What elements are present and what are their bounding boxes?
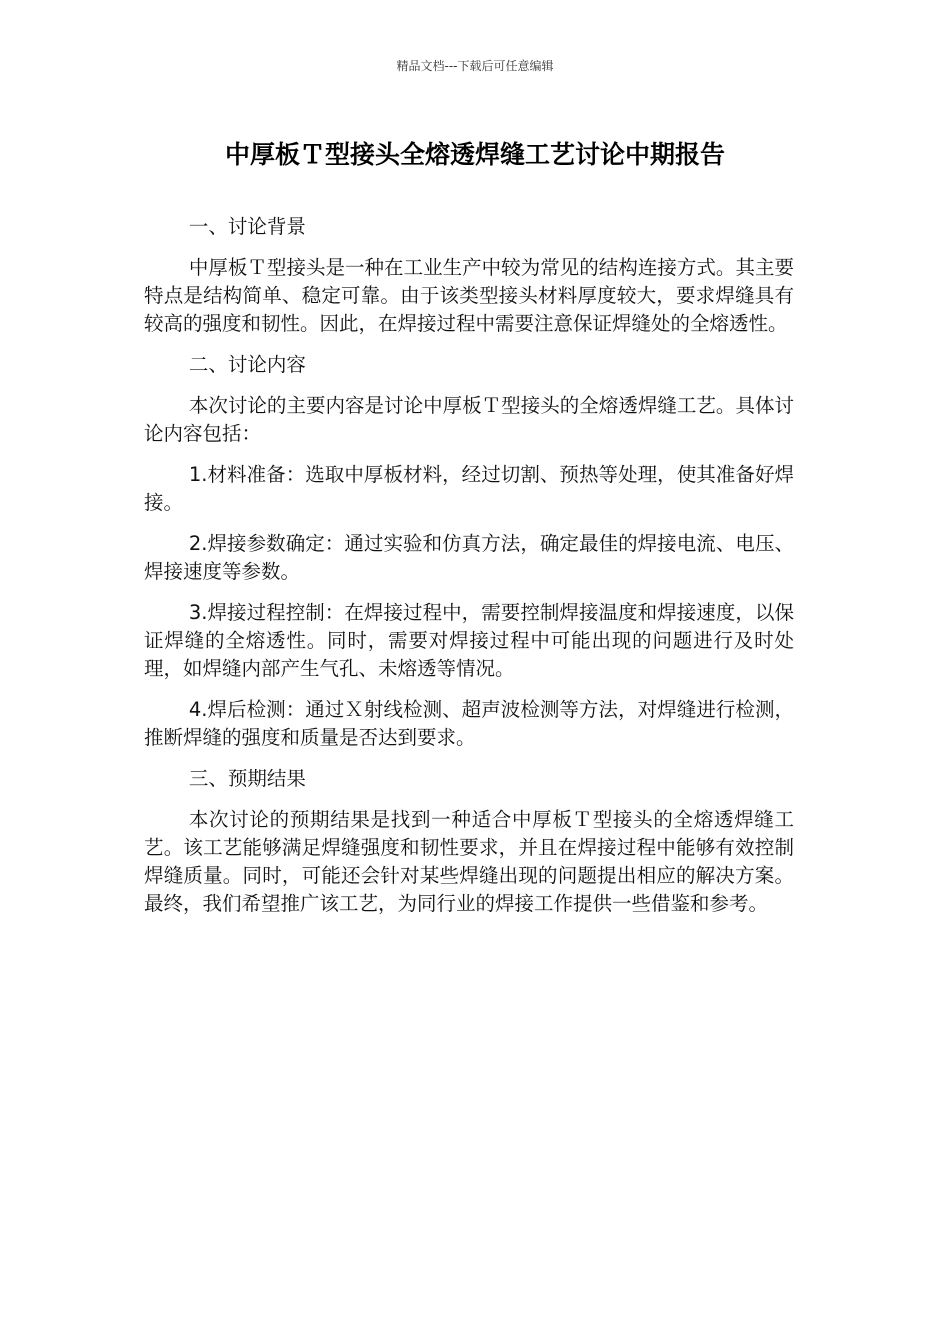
list-item-process-control: 3.焊接过程控制：在焊接过程中，需要控制焊接温度和焊接速度，以保证焊缝的全熔透性。同时，需要对焊接过程中可能出现的问题进行及时处理，如焊缝内部产生气孔、未熔透等情况。 [144,601,794,680]
paragraph-background: 中厚板Ｔ型接头是一种在工业生产中较为常见的结构连接方式。其主要特点是结构简单、稳定可靠。由于该类型接头材料厚度较大，要求焊缝具有较高的强度和韧性。因此，在焊接过程中需要注意保证焊缝处的全熔透性。 [144,256,794,335]
paragraph-content-intro: 本次讨论的主要内容是讨论中厚板Ｔ型接头的全熔透焊缝工艺。具体讨论内容包括： [144,394,794,445]
header-note: 精品文档---下载后可任意编辑 [396,59,554,73]
list-item-parameters: 2.焊接参数确定：通过实验和仿真方法，确定最佳的焊接电流、电压、焊接速度等参数。 [144,532,794,583]
list-item-materials: 1.材料准备：选取中厚板材料，经过切割、预热等处理，使其准备好焊接。 [144,463,794,514]
section-heading-background: 一、讨论背景 [188,215,306,238]
document-body [144,213,794,931]
section-heading-results: 三、预期结果 [188,767,306,790]
section-heading-content: 二、讨论内容 [188,353,306,376]
list-item-inspection: 4.焊后检测：通过Ｘ射线检测、超声波检测等方法，对焊缝进行检测，推断焊缝的强度和质量是否达到要求。 [144,698,794,749]
document-title: 中厚板Ｔ型接头全熔透焊缝工艺讨论中期报告 [224,140,725,169]
paragraph-results: 本次讨论的预期结果是找到一种适合中厚板Ｔ型接头的全熔透焊缝工艺。该工艺能够满足焊缝强度和韧性要求，并且在焊接过程中能够有效控制焊缝质量。同时，可能还会针对某些焊缝出现的问题提出相应的解决方案。最终，我们希望推广该工艺，为同行业的焊接工作提供一些借鉴和参考。 [144,808,794,915]
